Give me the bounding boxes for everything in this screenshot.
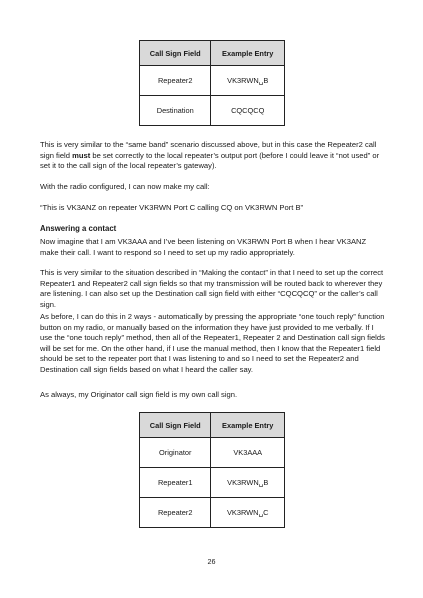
column-header: Call Sign Field	[140, 413, 211, 438]
table-cell: Originator	[140, 438, 211, 468]
table-row	[140, 96, 285, 126]
emphasis-text: must	[72, 150, 91, 160]
table-header-row	[140, 41, 285, 66]
table-row	[140, 438, 285, 468]
table-cell: VK3RWN␣B	[211, 468, 285, 498]
paragraph-text: This is very similar to the “same band” scenario discussed above, but in this case the Repeater2 call sign field	[40, 140, 377, 160]
table-cell: VK3RWN␣C	[211, 498, 285, 528]
paragraph-same-band	[40, 140, 386, 172]
column-header: Example Entry	[211, 413, 285, 438]
paragraph-call-quote: “This is VK3ANZ on repeater VK3RWN Port C calling CQ on VK3RWN Port B”	[40, 203, 304, 212]
table-row	[140, 498, 285, 528]
table-cell: Repeater2	[140, 66, 211, 96]
table-cell: VK3AAA	[211, 438, 285, 468]
paragraph-radio-configured: With the radio configured, I can now make my call:	[40, 182, 210, 191]
paragraph-imagine: Now imagine that I am VK3AAA and I’ve been listening on VK3RWN Port B when I hear VK3ANZ make their call. I want to respond so I need to set up my radio appropriately.	[40, 237, 367, 257]
paragraph-two-ways: As before, I can do this in 2 ways - automatically by pressing the appropriate “one touch reply” function button on my radio, or manually based on the information they have just provided to me verbally. If I use the “one touch reply” method, then all of the Repeater1, Repeater 2 and Destination call sign fields will be set for me. On the other hand, if I use the manual method, then I know that the Repeater1 field should be set to the repeater port that I was listening to and so I need to set the Repeater2 and Destination call sign fields based on what I heard the caller say.	[40, 312, 385, 374]
table-cell: Repeater1	[140, 468, 211, 498]
table-cell: Repeater2	[140, 498, 211, 528]
table-row	[140, 66, 285, 96]
paragraph-similar-situation: This is very similar to the situation described in “Making the contact” in that I need to set up the correct Repeater1 and Repeater2 call sign fields so that my transmission will be routed back to wherever they are listening. I can also set up the Destination call sign field with either “CQCQCQ” or the caller’s call sign.	[40, 268, 384, 309]
page-number: 26	[207, 557, 216, 566]
section-heading: Answering a contact	[40, 224, 117, 233]
table-cell: Destination	[140, 96, 211, 126]
table-cell: VK3RWN␣B	[211, 66, 285, 96]
table-row	[140, 468, 285, 498]
paragraph-text: be set correctly to the local repeater’s output port (before I could leave it “not used” or set it to the call sign of the local repeater’s gateway).	[40, 150, 380, 171]
call-sign-table-2	[139, 412, 285, 528]
call-sign-table-1	[139, 40, 285, 126]
column-header: Example Entry	[211, 41, 285, 66]
table-header-row	[140, 413, 285, 438]
table-cell: CQCQCQ	[211, 96, 285, 126]
column-header: Call Sign Field	[140, 41, 211, 66]
paragraph-originator: As always, my Originator call sign field is my own call sign.	[40, 390, 238, 399]
